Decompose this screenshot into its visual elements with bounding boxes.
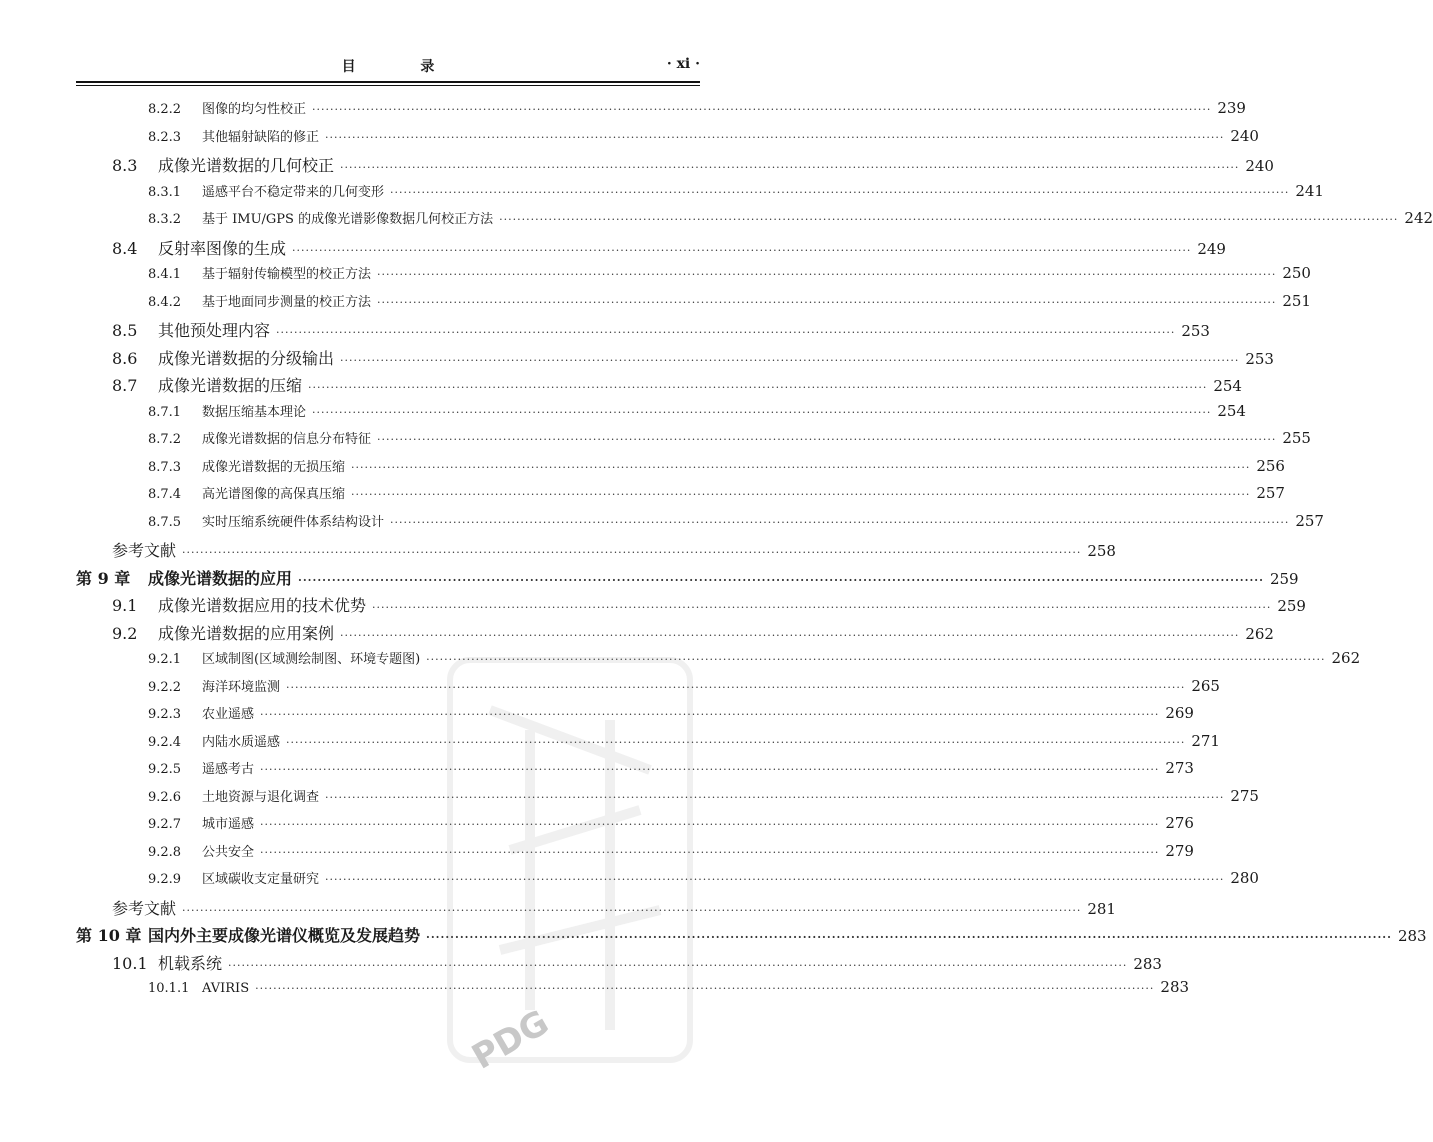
dot-leader: ········································································································································································································ xyxy=(286,735,1186,749)
toc-entry[interactable] xyxy=(112,593,1306,619)
toc-entry[interactable] xyxy=(148,208,1433,234)
dot-leader: ········································································································································································································ xyxy=(340,353,1240,367)
toc-entry[interactable] xyxy=(148,456,1285,482)
toc-entry-title: 遥感考古 xyxy=(202,762,255,777)
toc-entry-number: 8.3.2 xyxy=(148,212,182,227)
toc-entry[interactable] xyxy=(148,401,1246,427)
toc-entry-number: 8.4.1 xyxy=(148,267,182,282)
toc-entry-page: 265 xyxy=(1191,676,1220,695)
toc-entry-page: 283 xyxy=(1133,954,1162,973)
toc-entry-number: 9.2 xyxy=(112,623,138,643)
toc-entry-page: 258 xyxy=(1087,542,1116,560)
toc-entry-number: 8.5 xyxy=(112,321,138,340)
toc-entry-page: 279 xyxy=(1165,841,1194,860)
toc-entry[interactable] xyxy=(112,236,1226,262)
toc-entry-page: 269 xyxy=(1165,704,1194,722)
dot-leader: ········································································································································································································ xyxy=(325,130,1225,144)
toc-entry[interactable] xyxy=(148,263,1311,289)
toc-entry-title: 参考文献 xyxy=(112,541,177,560)
toc-entry-title: 高光谱图像的高保真压缩 xyxy=(202,487,346,502)
dot-leader: ········································································································································································································ xyxy=(372,601,1272,614)
toc-entry-title: 其他预处理内容 xyxy=(158,321,271,340)
watermark-text: PDG xyxy=(465,1002,556,1078)
toc-entry[interactable] xyxy=(148,428,1311,454)
toc-entry[interactable] xyxy=(148,978,1190,1004)
toc-entry-page: 241 xyxy=(1295,181,1324,200)
toc-entry[interactable] xyxy=(148,813,1194,839)
dot-leader: ········································································································································································································ xyxy=(182,546,1082,559)
toc-entry-title: 基于 IMU/GPS 的成像光谱影像数据几何校正方法 xyxy=(202,212,494,227)
toc-entry-page: 283 xyxy=(1397,927,1427,945)
toc-entry-title: 基于地面同步测量的校正方法 xyxy=(202,294,372,310)
toc-entry[interactable] xyxy=(148,703,1194,729)
toc-entry-title: 城市遥感 xyxy=(202,817,255,832)
toc-entry-number: 9.2.7 xyxy=(148,817,182,832)
toc-entry[interactable] xyxy=(112,538,1116,564)
dot-leader: ········································································································································································································ xyxy=(340,161,1240,174)
toc-entry[interactable] xyxy=(148,841,1194,867)
toc-entry-title: 成像光谱数据应用的技术优势 xyxy=(158,596,367,615)
toc-entry-title: 成像光谱数据的信息分布特征 xyxy=(202,432,372,447)
toc-entry-title: 参考文献 xyxy=(112,898,177,918)
toc-entry[interactable] xyxy=(112,346,1274,372)
toc-entry-number: 9.2.6 xyxy=(148,789,182,805)
toc-entry-page: 283 xyxy=(1160,978,1190,996)
toc-entry[interactable] xyxy=(112,951,1162,977)
dot-leader: ········································································································································································································ xyxy=(292,243,1192,257)
toc-entry-number: 8.4.2 xyxy=(148,294,182,310)
dot-leader: ········································································································································································································ xyxy=(312,103,1212,116)
toc-entry[interactable] xyxy=(148,676,1220,702)
dot-leader: ········································································································································································································ xyxy=(390,515,1290,529)
toc-entry-title: 成像光谱数据的无损压缩 xyxy=(202,459,346,475)
dot-leader: ········································································································································································································ xyxy=(260,763,1160,776)
toc-entry-title: 成像光谱数据的几何校正 xyxy=(158,156,335,175)
toc-entry-number: 10.1.1 xyxy=(148,981,190,996)
dot-leader: ········································································································································································································ xyxy=(351,460,1251,474)
toc-entry-number: 第 10 章 xyxy=(76,926,142,945)
toc-entry-page: 281 xyxy=(1087,899,1116,918)
toc-entry-number: 9.2.2 xyxy=(148,679,182,695)
toc-entry-number: 8.7.4 xyxy=(148,487,182,502)
toc-entry-title: 图像的均匀性校正 xyxy=(202,102,307,117)
toc-entry-page: 257 xyxy=(1256,484,1285,502)
toc-entry-number: 9.2.5 xyxy=(148,762,182,777)
toc-entry-page: 273 xyxy=(1165,759,1194,777)
toc-entry-title: 成像光谱数据的应用案例 xyxy=(158,623,335,643)
dot-leader: ········································································································································································································ xyxy=(390,185,1290,199)
toc-entry-number: 9.2.9 xyxy=(148,872,182,887)
toc-entry[interactable] xyxy=(148,758,1194,784)
toc-entry-title: 数据压缩基本理论 xyxy=(202,404,307,420)
toc-entry-number: 9.2.4 xyxy=(148,734,182,750)
toc-entry-number: 8.7 xyxy=(112,376,138,395)
dot-leader: ········································································································································································································ xyxy=(377,268,1277,281)
toc-entry-number: 8.7.2 xyxy=(148,432,182,447)
toc-entry-page: 280 xyxy=(1230,869,1259,887)
dot-leader: ········································································································································································································ xyxy=(377,295,1277,309)
toc-entry-number: 8.7.5 xyxy=(148,514,182,530)
toc-entry-number: 8.2.3 xyxy=(148,129,182,145)
dot-leader: ········································································································································································································ xyxy=(276,326,1176,339)
toc-entry-number: 8.7.3 xyxy=(148,459,182,475)
dot-leader: ········································································································································································································ xyxy=(340,628,1240,642)
toc-entry-title: 成像光谱数据的压缩 xyxy=(158,376,303,395)
toc-entry[interactable] xyxy=(148,98,1246,124)
toc-entry-title: 机载系统 xyxy=(158,953,223,973)
toc-entry-number: 8.7.1 xyxy=(148,404,182,420)
toc-entry[interactable] xyxy=(148,786,1259,812)
toc-entry-page: 242 xyxy=(1404,209,1433,227)
toc-entry-title: 实时压缩系统硬件体系结构设计 xyxy=(202,514,385,530)
dot-leader: ········································································································································································································ xyxy=(351,488,1251,501)
toc-entry-page: 276 xyxy=(1165,814,1194,832)
toc-entry[interactable] xyxy=(112,373,1242,399)
toc-entry-page: 253 xyxy=(1245,349,1274,368)
toc-entry-page: 253 xyxy=(1181,322,1210,340)
dot-leader: ········································································································································································································ xyxy=(255,982,1155,995)
toc-entry-page: 240 xyxy=(1230,126,1259,145)
header-rule-thick xyxy=(76,81,700,83)
toc-entry-number: 9.1 xyxy=(112,596,138,615)
toc-entry-page: 256 xyxy=(1256,456,1285,475)
toc-entry-title: AVIRIS xyxy=(202,981,250,996)
running-header xyxy=(76,56,700,80)
toc-entry[interactable] xyxy=(148,648,1361,674)
toc-entry-number: 9.2.3 xyxy=(148,707,182,722)
toc-entry-number: 8.4 xyxy=(112,238,138,258)
toc-entry-number: 9.2.1 xyxy=(148,652,182,667)
header-page-number: · xi · xyxy=(666,56,700,72)
toc-entry[interactable] xyxy=(148,731,1220,757)
toc-entry-page: 271 xyxy=(1191,731,1220,750)
toc-entry-title: 农业遥感 xyxy=(202,707,255,722)
dot-leader: ········································································································································································································ xyxy=(286,680,1186,694)
dot-leader: ········································································································································································································ xyxy=(308,381,1208,394)
toc-entry-page: 255 xyxy=(1282,429,1311,447)
toc-entry-number: 8.3.1 xyxy=(148,184,182,200)
header-rule-thin xyxy=(76,85,700,86)
toc-entry-page: 254 xyxy=(1213,377,1242,395)
toc-entry-number: 8.6 xyxy=(112,348,138,368)
toc-entry-title: 公共安全 xyxy=(202,844,255,860)
dot-leader: ········································································································································································································ xyxy=(260,818,1160,831)
toc-entry-page: 240 xyxy=(1245,157,1274,175)
toc-entry-page: 275 xyxy=(1230,786,1259,805)
toc-entry-page: 251 xyxy=(1282,291,1311,310)
dot-leader: ········································································································································································································ xyxy=(325,790,1225,804)
toc-entry[interactable] xyxy=(112,153,1274,179)
toc-entry-title: 基于辐射传输模型的校正方法 xyxy=(202,267,372,282)
toc-entry-title: 土地资源与退化调查 xyxy=(202,789,320,805)
toc-entry-number: 8.3 xyxy=(112,156,138,175)
toc-entry-page: 239 xyxy=(1217,99,1246,117)
dot-leader: ········································································································································································································ xyxy=(426,653,1326,666)
toc-entry-page: 254 xyxy=(1217,401,1246,420)
toc-entry-number: 第 9 章 xyxy=(76,568,131,588)
toc-entry-page: 257 xyxy=(1295,511,1324,530)
toc-entry-title: 反射率图像的生成 xyxy=(158,238,287,258)
toc-entry-number: 8.2.2 xyxy=(148,102,182,117)
toc-entry[interactable] xyxy=(148,511,1324,537)
toc-entry-title: 区域碳收支定量研究 xyxy=(202,872,320,887)
dot-leader: ········································································································································································································ xyxy=(260,708,1160,721)
toc-entry[interactable] xyxy=(112,896,1116,922)
toc-entry-title: 遥感平台不稳定带来的几何变形 xyxy=(202,184,385,200)
toc-entry[interactable] xyxy=(112,318,1210,344)
toc-entry[interactable] xyxy=(148,868,1259,894)
toc-entry-page: 259 xyxy=(1277,597,1306,615)
dot-leader: ········································································································································································································ xyxy=(312,405,1212,419)
dot-leader: ········································································································································································································ xyxy=(298,573,1264,587)
toc-entry-page: 262 xyxy=(1331,649,1361,667)
toc-entry-page: 249 xyxy=(1197,239,1226,258)
toc-entry-page: 259 xyxy=(1269,569,1299,588)
toc-entry-number: 9.2.8 xyxy=(148,844,182,860)
toc-entry[interactable] xyxy=(148,126,1259,152)
toc-entry[interactable] xyxy=(148,291,1311,317)
dot-leader: ········································································································································································································ xyxy=(377,433,1277,446)
toc-entry-number: 10.1 xyxy=(112,953,148,973)
toc-entry-title: 海洋环境监测 xyxy=(202,679,281,695)
toc-entry[interactable] xyxy=(112,621,1274,647)
toc-entry-title: 区域制图(区域测绘制图、环境专题图) xyxy=(202,652,421,667)
toc-entry-page: 250 xyxy=(1282,264,1311,282)
dot-leader: ········································································································································································································ xyxy=(499,213,1399,226)
dot-leader: ········································································································································································································ xyxy=(228,958,1128,972)
toc-entry-title: 国内外主要成像光谱仪概览及发展趋势 xyxy=(148,926,421,945)
toc-entry-title: 其他辐射缺陷的修正 xyxy=(202,129,320,145)
toc-entry[interactable] xyxy=(148,181,1324,207)
toc-entry-title: 成像光谱数据的分级输出 xyxy=(158,348,335,368)
toc-entry-title: 成像光谱数据的应用 xyxy=(148,568,293,588)
header-title: 目 录 xyxy=(341,59,465,75)
dot-leader: ········································································································································································································ xyxy=(325,873,1225,886)
toc-entry[interactable] xyxy=(148,483,1285,509)
dot-leader: ········································································································································································································ xyxy=(426,931,1392,944)
dot-leader: ········································································································································································································ xyxy=(260,845,1160,859)
toc-entry[interactable] xyxy=(76,923,1427,949)
dot-leader: ········································································································································································································ xyxy=(182,903,1082,917)
toc-entry[interactable] xyxy=(76,566,1299,592)
toc-entry-page: 262 xyxy=(1245,624,1274,643)
toc-entry-title: 内陆水质遥感 xyxy=(202,734,281,750)
